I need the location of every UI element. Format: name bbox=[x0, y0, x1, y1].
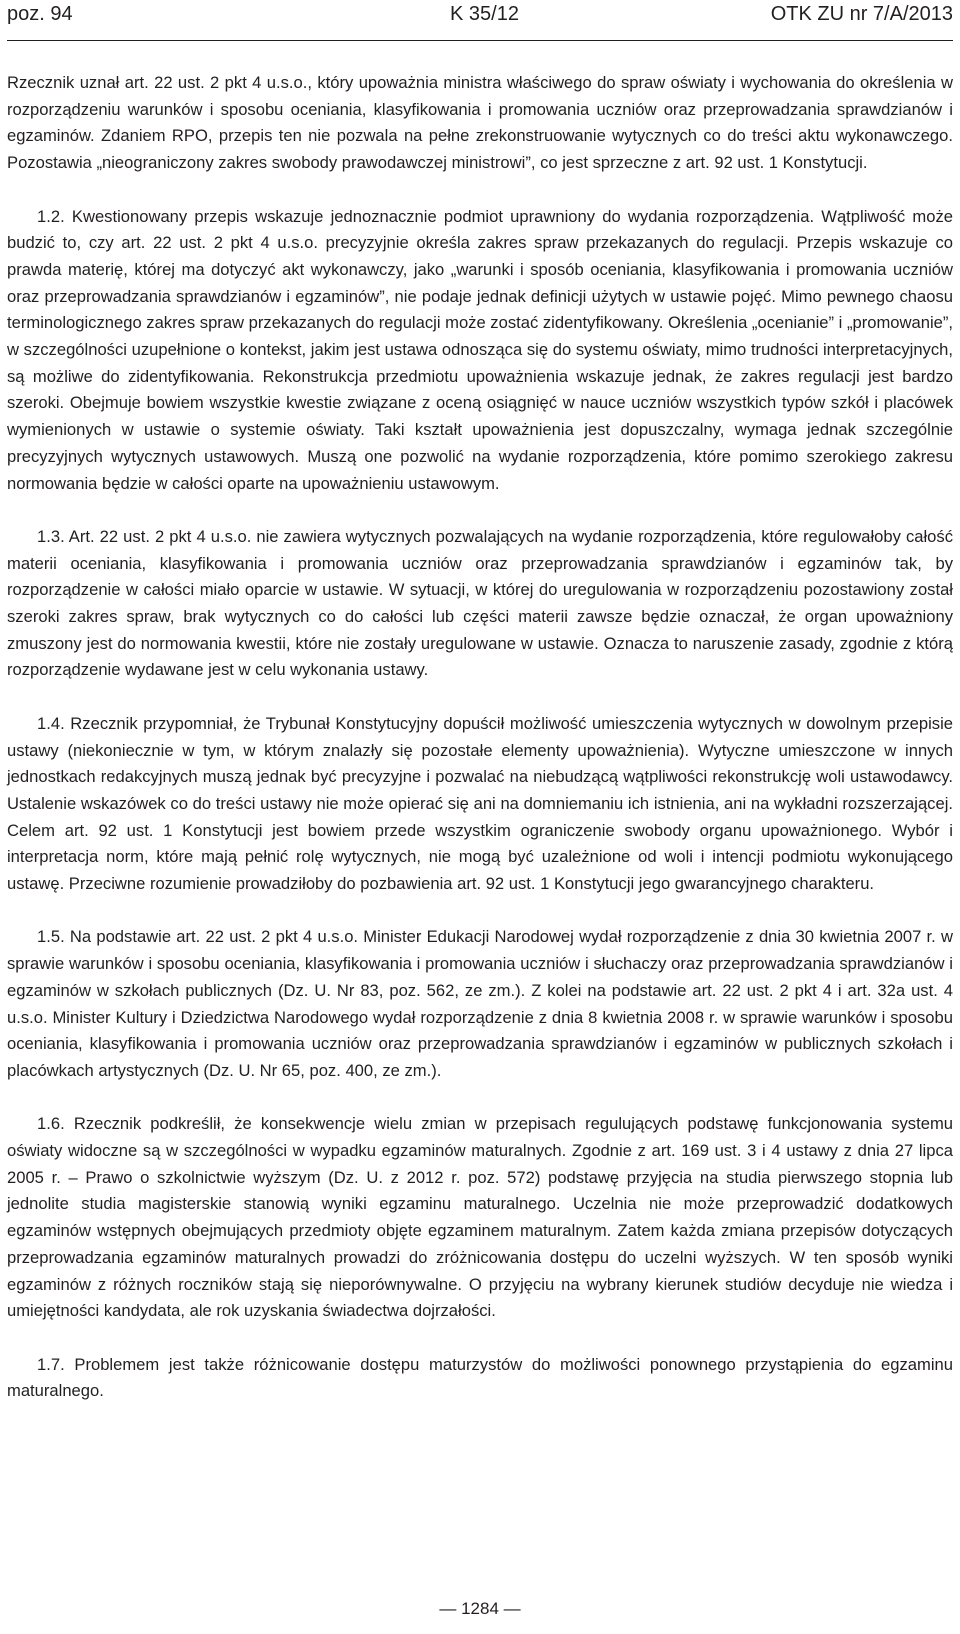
header-journal: OTK ZU nr 7/A/2013 bbox=[770, 3, 953, 25]
paragraph-1-4: 1.4. Rzecznik przypomniał, że Trybunał Konstytucyjny dopuścił możliwość umieszczenia wytycznych w dowolnym przepisie ustawy (niekoniecznie w tym, w którym znalazły się pozostałe elementy upoważnienia). Wytyczne umieszczone w innych jednostkach redakcyjnych muszą jednak być precyzyjne i pozwalać na niebudzącą wątpliwości rekonstrukcję woli ustawodawcy. Ustalenie wskazówek co do treści ustawy nie może opierać się ani na domniemaniu ich istnienia, ani na wykładni rozszerzającej. Celem art. 92 ust. 1 Konstytucji jest bowiem przede wszystkim ograniczenie swobody organu upoważnionego. Wybór i interpretacja norm, które mają pełnić rolę wytycznych, nie mogą być uzależnione od woli i intencji podmiotu wykonującego ustawę. Przeciwne rozumienie prowadziłoby do pozbawienia art. 92 ust. 1 Konstytucji jego gwarancyjnego charakteru. bbox=[7, 713, 953, 894]
page-header bbox=[7, 0, 953, 41]
paragraph: Rzecznik uznał art. 22 ust. 2 pkt 4 u.s.o., który upoważnia ministra właściwego do spraw oświaty i wychowania do określenia w rozporządzeniu warunków i sposobu oceniania, klasyfikowania i promowania uczniów oraz przeprowadzania sprawdzianów i egzaminów. Zdaniem RPO, przepis ten nie pozwala na pełne zrekonstruowanie wytycznych co do treści aktu wykonawczego. Pozostawia „nieograniczony zakres swobody prawodawczej ministrowi”, co jest sprzeczne z art. 92 ust. 1 Konstytucji. bbox=[7, 73, 953, 173]
paragraph-1-3: 1.3. Art. 22 ust. 2 pkt 4 u.s.o. nie zawiera wytycznych pozwalających na wydanie rozporządzenia, które regulowałoby całość materii oceniania, klasyfikowania i promowania uczniów oraz przeprowadzania sprawdzianów i egzaminów tak, by rozporządzenie w całości miało oparcie w ustawie. W sytuacji, w której do uregulowania w rozporządzeniu pozostawiony został szeroki zakres spraw, brak wytycznych co do całości lub części materii zawsze będzie oznaczał, że organ upoważniony zmuszony jest do normowania kwestii, które nie zostały uregulowane w ustawie. Oznacza to naruszenie zasady, zgodnie z którą rozporządzenie wydawane jest w celu wykonania ustawy. bbox=[7, 526, 953, 680]
paragraph-1-2: 1.2. Kwestionowany przepis wskazuje jednoznacznie podmiot uprawniony do wydania rozporządzenia. Wątpliwość może budzić to, czy art. 22 ust. 2 pkt 4 u.s.o. precyzyjnie określa zakres spraw przekazanych do regulacji. Przepis wskazuje co prawda materię, której ma dotyczyć akt wykonawczy, jako „warunki i sposób oceniania, klasyfikowania i promowania uczniów oraz przeprowadzania sprawdzianów i egzaminów”, nie podaje jednak definicji użytych w ustawie pojęć. Mimo pewnego chaosu terminologicznego zakres spraw przekazanych do regulacji może zostać zidentyfikowany. Określenia „ocenianie” i „promowanie”, w szczególności uzupełnione o kontekst, jakim jest ustawa odnosząca się do systemu oświaty, mimo trudności interpretacyjnych, są możliwe do zidentyfikowania. Rekonstrukcja przedmiotu upoważnienia wskazuje jednak, że zakres regulacji jest bardzo szeroki. Obejmuje bowiem wszystkie kwestie związane z oceną osiągnięć w nauce uczniów wszystkich typów szkół i placówek wymienionych w ustawie o systemie oświaty. Taki kształt upoważnienia jest dopuszczalny, wymaga jednak szczególnie precyzyjnych wytycznych ustawowych. Muszą one pozwolić na wydanie rozporządzenia, które pomimo szerokiego zakresu normowania będzie w całości oparte na upoważnieniu ustawowym. bbox=[7, 206, 953, 493]
header-position: poz. 94 bbox=[7, 3, 73, 25]
paragraph-1-5: 1.5. Na podstawie art. 22 ust. 2 pkt 4 u.s.o. Minister Edukacji Narodowej wydał rozporządzenie z dnia 30 kwietnia 2007 r. w sprawie warunków i sposobu oceniania, klasyfikowania i promowania uczniów i słuchaczy oraz przeprowadzania sprawdzianów i egzaminów w szkołach publicznych (Dz. U. Nr 83, poz. 562, ze zm.). Z kolei na podstawie art. 22 ust. 2 pkt 4 i art. 32a ust. 4 u.s.o. Minister Kultury i Dziedzictwa Narodowego wydał rozporządzenie z dnia 8 kwietnia 2008 r. w sprawie warunków i sposobu oceniania, klasyfikowania i promowania uczniów oraz przeprowadzania sprawdzianów i egzaminów w publicznych szkołach i placówkach artystycznych (Dz. U. Nr 65, poz. 400, ze zm.). bbox=[7, 927, 953, 1080]
paragraph-1-6: 1.6. Rzecznik podkreślił, że konsekwencje wielu zmian w przepisach regulujących podstawę funkcjonowania systemu oświaty widoczne są w szczególności w wypadku egzaminów maturalnych. Zgodnie z art. 169 ust. 3 i 4 ustawy z dnia 27 lipca 2005 r. – Prawo o szkolnictwie wyższym (Dz. U. z 2012 r. poz. 572) podstawę przyjęcia na studia pierwszego stopnia lub jednolite studia magisterskie stanowią wyniki egzaminu maturalnego. Uczelnia nie może przeprowadzić dodatkowych egzaminów wstępnych obejmujących przedmioty objęte egzaminem maturalnym. Zatem każda zmiana przepisów dotyczących przeprowadzania egzaminów maturalnych prowadzi do zróżnicowania dostępu do uczelni wyższych. W ten sposób wyniki egzaminów z różnych roczników stają się nieporównywalne. O przyjęciu na wybrany kierunek studiów decyduje nie wiedza i umiejętności kandydata, ale rok uzyskania świadectwa dojrzałości. bbox=[7, 1114, 953, 1321]
document-body bbox=[7, 70, 953, 1405]
paragraph-1-7: 1.7. Problemem jest także różnicowanie dostępu maturzystów do możliwości ponownego przystąpienia do egzaminu maturalnego. bbox=[7, 1354, 953, 1401]
header-case-number: K 35/12 bbox=[450, 3, 519, 25]
page-number: — 1284 — bbox=[439, 1599, 521, 1618]
